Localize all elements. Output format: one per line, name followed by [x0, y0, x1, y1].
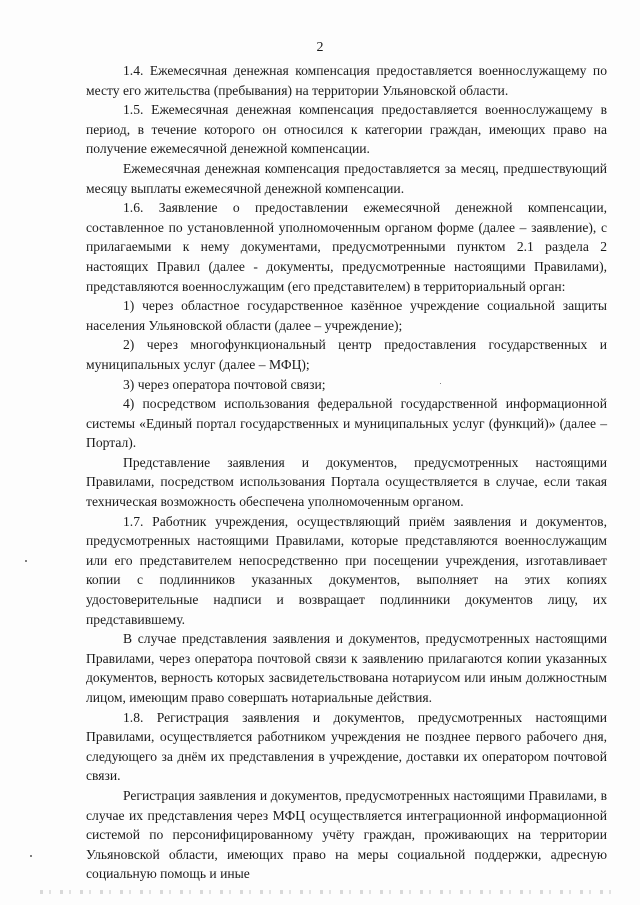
paragraph-mfc-registration: Регистрация заявления и документов, предусмотренных настоящими Правилами, в случае их представления через МФЦ осуществляется интеграционной информационной системой по персонифицированному учёту граждан, проживающих на территории Ульяновской области, имеющих право на меры социальной поддержки, адресную социальную помощь и иные [86, 787, 607, 882]
paragraph-1-8: 1.8. Регистрация заявления и документов, предусмотренных настоящими Правилами, осуществляется работником учреждения не позднее первого рабочего дня, следующего за днём их представления в учреждение, доставки их оператором почтовой связи. [86, 709, 607, 784]
scan-speck [440, 383, 441, 384]
paragraph-postal: В случае представления заявления и документов, предусмотренных настоящими Правилами, через оператора почтовой связи к заявлению прилагаются копии указанных документов, верность которых засвидетельствована нотариусом или иным должностным лицом, имеющим право совершать нотариальные действия. [86, 631, 607, 705]
scan-speck [30, 855, 32, 857]
document-body [86, 61, 607, 884]
paragraph-1-4: 1.4. Ежемесячная денежная компенсация предоставляется военнослужащему по месту его жительства (пребывания) на территории Ульяновской области. [86, 63, 607, 98]
list-item-2: 2) через многофункциональный центр предоставления государственных и муниципальных услуг (далее – МФЦ); [86, 337, 607, 372]
scan-speck [25, 560, 27, 562]
paragraph-payment-period: Ежемесячная денежная компенсация предоставляется за месяц, предшествующий месяцу выплаты ежемесячной денежной компенсации. [86, 160, 607, 196]
paragraph-1-7: 1.7. Работник учреждения, осуществляющий приём заявления и документов, предусмотренных настоящими Правилами, которые представляются военнослужащим или его представителем непосредственно при посещении учреждения, изготавливает копии с подлинников указанных документов, выполняет на этих копиях удостоверительные надписи и возвращает подлинники документов лицу, их представившему. [86, 513, 607, 627]
list-item-4: 4) посредством использования федеральной государственной информационной системы «Единый портал государственных и муниципальных услуг (функций)» (далее – Портал). [86, 396, 607, 451]
paragraph-1-5: 1.5. Ежемесячная денежная компенсация предоставляется военнослужащему в период, в течение которого он относился к категории граждан, имеющих право на получение ежемесячной денежной компенсации. [86, 102, 607, 157]
paragraph-portal: Представление заявления и документов, предусмотренных настоящими Правилами, посредством использования Портала осуществляется в случае, если такая техническая возможность обеспечена уполномоченным органом. [86, 454, 607, 510]
page-number: 2 [316, 40, 324, 55]
scan-bleed-through [40, 890, 620, 894]
list-item-1: 1) через областное государственное казённое учреждение социальной защиты населения Ульяновской области (далее – учреждение); [86, 298, 607, 333]
list-item-3: 3) через оператора почтовой связи; [123, 376, 326, 392]
paragraph-1-6: 1.6. Заявление о предоставлении ежемесячной денежной компенсации, составленное по установленной уполномоченным органом форме (далее – заявление), с прилагаемыми к нему документами, предусмотренными пунктом 2.1 раздела 2 настоящих Правил (далее - документы, предусмотренные настоящими Правилами), представляются военнослужащим (его представителем) в территориальный орган: [86, 200, 607, 294]
